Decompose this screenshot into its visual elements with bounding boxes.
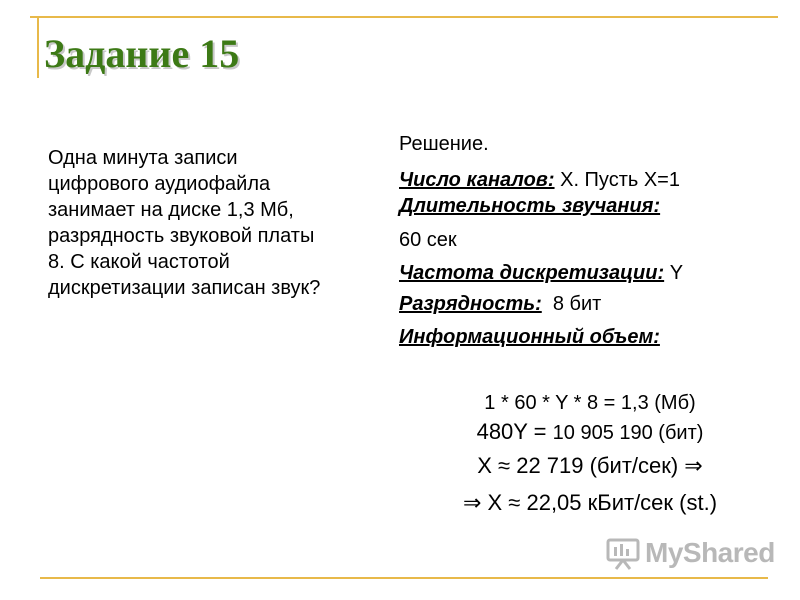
depth-value: 8 бит: [541, 293, 602, 315]
solution-heading: Решение.: [399, 133, 489, 155]
slide-title: Задание 15: [44, 31, 240, 76]
top-rule: [30, 16, 778, 18]
problem-line: Одна минута записи: [48, 147, 238, 169]
problem-line: дискретизации записан звук?: [48, 277, 321, 299]
equation-4: ⇒ Х ≈ 22,05 кБит/сек (st.): [462, 490, 718, 515]
frequency-label: Частота дискретизации:: [399, 262, 665, 284]
frequency-value: Y: [664, 262, 684, 284]
equation-3: Х ≈ 22 719 (бит/сек) ⇒: [477, 453, 703, 478]
volume-label: Информационный объем:: [399, 326, 660, 348]
watermark-logo: [605, 535, 775, 571]
duration-value: 60 сек: [399, 229, 457, 251]
channels-value: Х. Пусть Х=1: [554, 169, 680, 191]
frequency-row: [399, 262, 683, 285]
equation-2-right: 10 905 190 (бит): [552, 422, 704, 444]
problem-line: цифрового аудиофайла: [48, 173, 271, 195]
problem-statement: [48, 145, 388, 301]
presentation-board-icon: [605, 535, 641, 571]
depth-label: Разрядность:: [399, 293, 542, 315]
duration-label: Длительность звучания:: [399, 195, 661, 217]
equation-2-left: 480Y =: [476, 419, 553, 444]
equation-2: [400, 419, 780, 445]
problem-line: занимает на диске 1,3 Мб,: [48, 199, 294, 221]
bottom-rule: [40, 577, 768, 579]
title-side-rule: [37, 16, 39, 78]
depth-row: [399, 293, 601, 316]
channels-row: [399, 169, 680, 192]
equation-1: 1 * 60 * Y * 8 = 1,3 (Мб): [484, 392, 696, 414]
problem-line: 8. С какой частотой: [48, 251, 230, 273]
channels-label: Число каналов:: [399, 169, 555, 191]
watermark-text: MyShared: [645, 537, 775, 568]
problem-line: разрядность звуковой платы: [48, 225, 315, 247]
